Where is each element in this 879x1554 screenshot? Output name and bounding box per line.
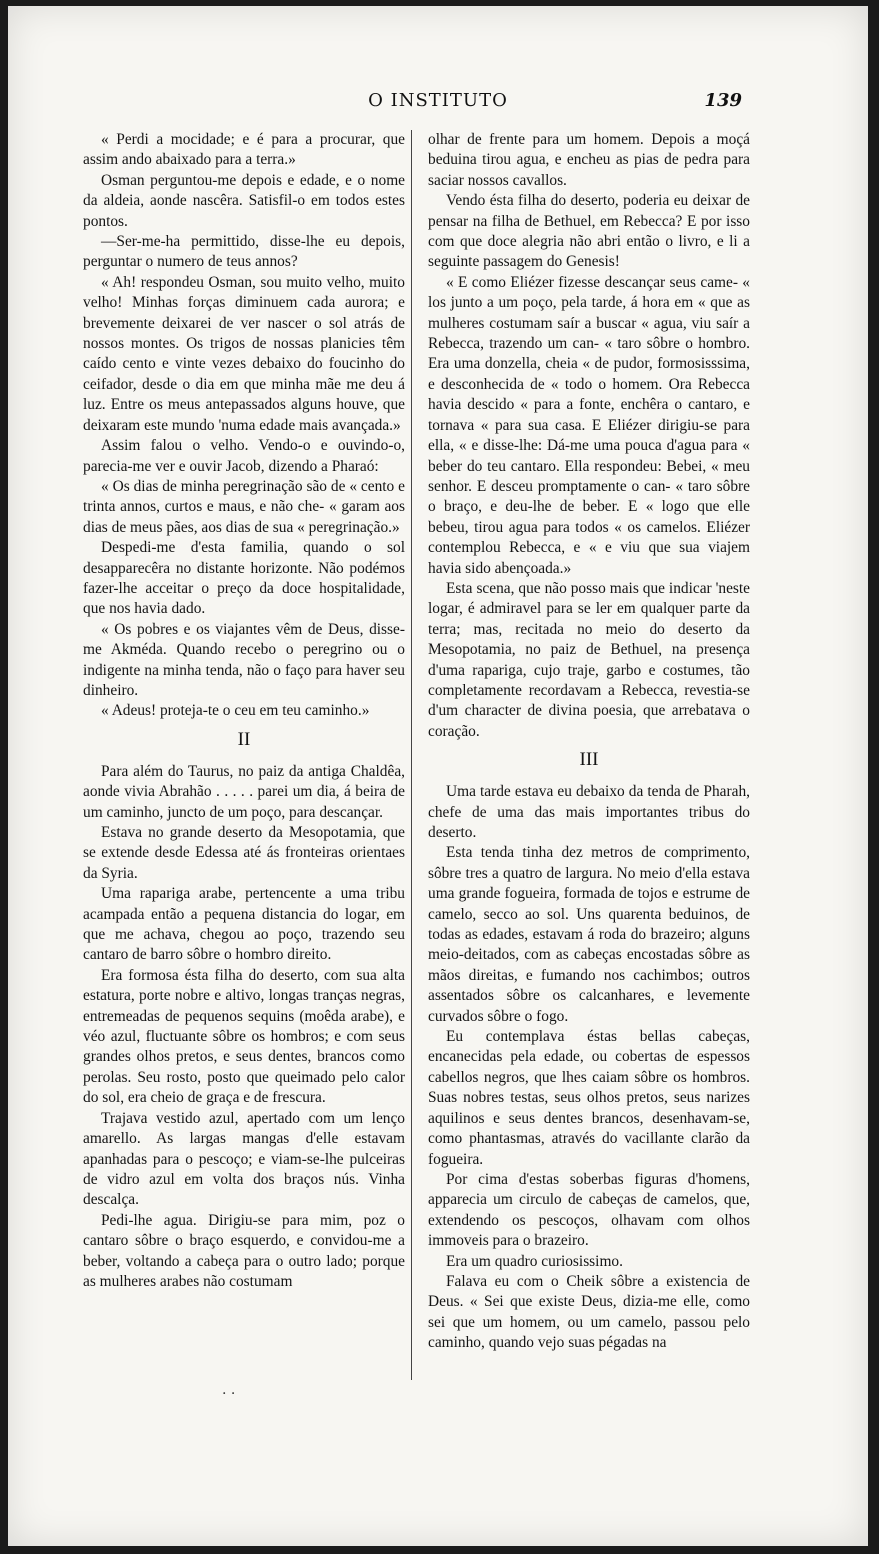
paragraph: Era formosa ésta filha do deserto, com sua alta estatura, porte nobre e altivo, longas tranças negras, entremeadas de pequenos sequins (moêda arabe), e véo azul, fluctuante sôbre os hombros; e com seus grandes olhos pretos, e seus dentes, brancos como perolas. Seu rosto, posto que queimado pelo calor do sol, era cheio de graça e de frescura. [83,966,405,1107]
paragraph: Por cima d'estas soberbas figuras d'homens, apparecia um circulo de cabeças de camelos, que, extendendo os pescoços, olhavam com olhos immoveis para o brazeiro. [428,1170,750,1250]
paragraph: Eu contemplava éstas bellas cabeças, encanecidas pela edade, ou cobertas de espessos cabellos negros, que lhes caiam sôbre os hombros. Suas nobres testas, seus olhos pretos, seus narizes aquilinos e seus dentes brancos, desenhavam-se, como phantasmas, através do vacillante clarão da fogueira. [428,1028,750,1168]
paragraph: Esta tenda tinha dez metros de comprimento, sôbre tres a quatro de largura. No meio d'ella estava uma grande fogueira, formada de tojos e estrume de camelo, secco ao sol. Uns quarenta beduinos, de todas as edades, estavam á roda do brazeiro; alguns meio-deitados, com as cabeças encostadas sôbre as mãos direitas, e fumando nos cachimbos; outros assentados sôbre os calcanhares, e levemente curvados sôbre o fogo. [428,844,750,1025]
paragraph: Trajava vestido azul, apertado com um lenço amarello. As largas mangas d'elle estavam apanhadas para o pescoço; e viam-se-lhe pulceiras de vidro azul em volta dos braços nús. Vinha descalça. [83,1109,405,1209]
right-column [428,130,750,1390]
paragraph: « Os pobres e os viajantes vêm de Deus, disse-me Akméda. Quando recebo o peregrino ou o indigente na minha tenda, não o faço para haver seu dinheiro. [83,620,405,699]
paragraph: Esta scena, que não posso mais que indicar 'neste logar, é admiravel para se ler em qualquer parte da terra; mas, recitada no meio do deserto da Mesopotamia, no paiz de Bethuel, na presença d'uma rapariga, cujo traje, garbo e costumes, tão completamente recordavam a Rebecca, revestia-se d'um character de divina poesia, que arrebatava o coração. [428,579,750,740]
paragraph: Assim falou o velho. Vendo-o e ouvindo-o, parecia-me ver e ouvir Jacob, dizendo a Pharaó: [83,437,405,475]
left-column [83,130,405,1390]
paragraph: Estava no grande deserto da Mesopotamia, que se extende desde Edessa até ás fronteiras orientaes da Syria. [83,824,405,882]
paragraph: —Ser-me-ha permittido, disse-lhe eu depois, perguntar o numero de teus annos? [83,233,405,271]
page-header [8,90,868,120]
paragraph: « Os dias de minha peregrinação são de « cento e trinta annos, curtos e maus, e não che- « garam aos dias de meus pães, aos dias de sua « peregrinação.» [83,477,405,536]
paragraph: « E como Eliézer fizesse descançar seus came- « los junto a um poço, pela tarde, á hora em « que as mulheres costumam saír a buscar « agua, viu saír a Rebecca, trazendo um can- « taro sôbre o hombro. Era uma donzella, cheia « de pudor, formosisssima, e desconhecida de « todo o homem. Ora Rebecca havia descido « para a fonte, enchêra o cantaro, e tornava « para sua casa. E Eliézer dirigiu-se para ella, « e disse-lhe: Dá-me uma pouca d'agua para « beber do teu cantaro. Ella respondeu: Bebei, « meu senhor. E desceu promptamente o can- « taro sôbre o braço, e deu-lhe de beber. E « logo que elle bebeu, tirou agua para todos « os camelos. Eliézer contemplou Rebecca, e « e viu que sua viajem havia sido abençoada.» [428,273,750,577]
paragraph: Pedi-lhe agua. Dirigiu-se para mim, poz o cantaro sôbre o braço esquerdo, e convidou-me a beber, voltando a cabeça para o outro lado; porque as mulheres arabes não costumam [83,1211,405,1290]
paragraph: Uma rapariga arabe, pertencente a uma tribu acampada então a pequena distancia do logar, em que me achava, chegou ao poço, trazendo seu cantaro de barro sôbre o hombro direito. [83,885,405,964]
paragraph: Vendo ésta filha do deserto, poderia eu deixar de pensar na filha de Bethuel, em Rebecca? E por isso com que doce alegria não abri então o livro, e li a seguinte passagem do Genesis! [428,192,750,271]
paragraph: Uma tarde estava eu debaixo da tenda de Pharah, chefe de uma das mais importantes tribus do deserto. [428,783,750,841]
footer-mark: . . [222,1382,236,1398]
paragraph: olhar de frente para um homem. Depois a moçá beduina tirou agua, e encheu as pias de pedra para saciar nossos cavallos. [428,131,750,189]
paragraph: « Perdi a mocidade; e é para a procurar, que assim ando abaixado para a terra.» [83,131,405,169]
paragraph: Para além do Taurus, no paiz da antiga Chaldêa, aonde vivia Abrahão . . . . . parei um dia, á beira de um caminho, juncto de um poço, para descançar. [83,762,405,821]
page-number: 139 [704,90,742,111]
running-title: O INSTITUTO [368,90,508,111]
column-divider [411,130,412,1380]
page-sheet [8,6,868,1546]
paragraph: Osman perguntou-me depois e edade, e o nome da aldeia, aonde nascêra. Satisfil-o em todos estes pontos. [83,171,405,230]
paragraph: Despedi-me d'esta familia, quando o sol desapparecêra no distante horizonte. Não podémos fazer-lhe acceitar o preço da doce hospitalidade, que nos havia dado. [83,539,405,618]
paragraph: « Ah! respondeu Osman, sou muito velho, muito velho! Minhas forças diminuem cada aurora; e brevemente deixarei de ver nascer o sol atrás de nossos montes. Os trigos de nossas planicies têm caído cento e vinte vezes debaixo do foucinho do ceifador, desde o dia em que minha mãe me deu á luz. Entre os meus antepassados alguns houve, que deixaram este mundo 'numa edade mais avançada.» [83,273,405,434]
paragraph: Era um quadro curiosissimo. [446,1252,623,1270]
section-heading: II [237,728,251,750]
paragraph: Falava eu com o Cheik sôbre a existencia de Deus. « Sei que existe Deus, dizia-me elle, como sei que um homem, ou um camelo, passou pelo caminho, quando vejo suas pégadas na [428,1272,750,1352]
section-heading: III [579,749,599,771]
paragraph: « Adeus! proteja-te o ceu em teu caminho.» [101,702,370,720]
